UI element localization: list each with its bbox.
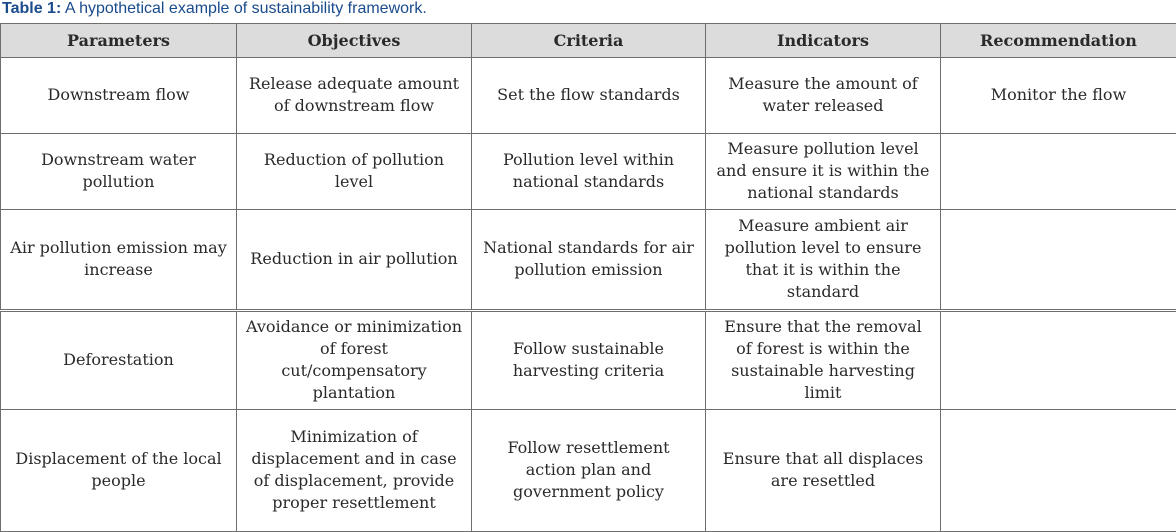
cell-parameter: Downstream water pollution <box>1 133 237 209</box>
sustainability-framework-table <box>0 23 1176 532</box>
header-objectives: Objectives <box>237 24 472 58</box>
cell-parameter: Air pollution emission may increase <box>1 209 237 310</box>
cell-recommendation: Monitor the flow <box>941 58 1176 134</box>
table-row <box>1 310 1176 409</box>
cell-recommendation <box>941 133 1176 209</box>
cell-recommendation <box>941 409 1176 531</box>
cell-indicator: Measure the amount of water released <box>706 58 941 134</box>
table-caption <box>2 0 427 22</box>
table-row <box>1 409 1176 531</box>
table-caption-label: Table 1: <box>2 0 62 17</box>
cell-indicator: Ensure that all displaces are resettled <box>706 409 941 531</box>
cell-indicator: Ensure that the removal of forest is within the sustainable harvesting limit <box>706 310 941 409</box>
table-row <box>1 58 1176 134</box>
cell-recommendation <box>941 209 1176 310</box>
table-header-row <box>1 24 1176 58</box>
table-caption-text: A hypothetical example of sustainability framework. <box>61 0 427 17</box>
cell-objective: Minimization of displacement and in case of displacement, provide proper resettlement <box>237 409 472 531</box>
cell-parameter: Deforestation <box>1 310 237 409</box>
header-recommendation: Recommendation <box>941 24 1176 58</box>
cell-criteria: Follow resettlement action plan and government policy <box>472 409 706 531</box>
cell-recommendation <box>941 310 1176 409</box>
cell-objective: Avoidance or minimization of forest cut/compensatory plantation <box>237 310 472 409</box>
cell-criteria: National standards for air pollution emission <box>472 209 706 310</box>
table-row <box>1 133 1176 209</box>
cell-criteria: Follow sustainable harvesting criteria <box>472 310 706 409</box>
cell-objective: Release adequate amount of downstream flow <box>237 58 472 134</box>
cell-objective: Reduction in air pollution <box>237 209 472 310</box>
cell-indicator: Measure pollution level and ensure it is within the national standards <box>706 133 941 209</box>
cell-criteria: Set the flow standards <box>472 58 706 134</box>
header-indicators: Indicators <box>706 24 941 58</box>
cell-objective: Reduction of pollution level <box>237 133 472 209</box>
cell-criteria: Pollution level within national standards <box>472 133 706 209</box>
cell-parameter: Displacement of the local people <box>1 409 237 531</box>
table-row <box>1 209 1176 310</box>
cell-parameter: Downstream flow <box>1 58 237 134</box>
header-criteria: Criteria <box>472 24 706 58</box>
cell-indicator: Measure ambient air pollution level to ensure that it is within the standard <box>706 209 941 310</box>
header-parameters: Parameters <box>1 24 237 58</box>
